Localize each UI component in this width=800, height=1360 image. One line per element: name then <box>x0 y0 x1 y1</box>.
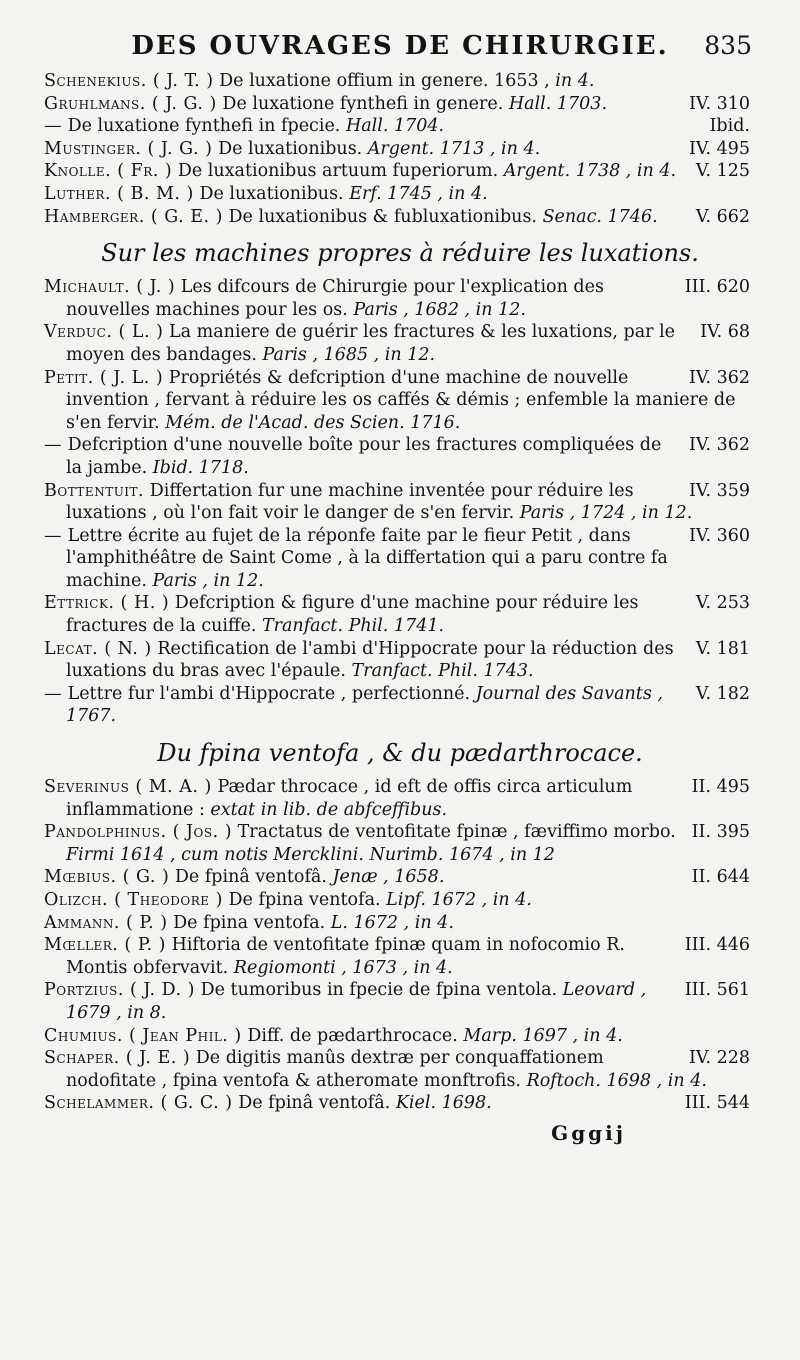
running-header <box>44 26 756 70</box>
entry-reference: Ibid. <box>709 116 750 137</box>
entry-list-luxations <box>44 70 756 228</box>
entry-imprint: Firmi 1614 , cum notis Mercklini. Nurimb. 1674 , in 12 <box>66 844 555 865</box>
entry-title: Pædar throcace , id eft de offis circa articulum inflammatione : <box>66 777 633 820</box>
entry-reference: V. 182 <box>695 683 750 704</box>
bibliography-entry <box>44 1092 756 1115</box>
entry-reference: IV. 359 <box>688 480 750 501</box>
entry-title: De digitis manûs dextræ per conquaffationem nodofitate , fpina ventofa & atheromate monftrofis. <box>66 1048 604 1091</box>
entry-author: Ammann. ( P. ) <box>44 912 168 933</box>
entry-author: Luther. ( B. M. ) <box>44 183 194 204</box>
entry-title: Rectification de l'ambi d'Hippocrate pour la réduction des luxations du bras avec l'épaule. <box>66 638 674 682</box>
entry-imprint: Hall. 1704. <box>345 116 445 137</box>
entry-imprint: Ibid. 1718. <box>152 457 249 478</box>
bibliography-entry <box>44 115 756 138</box>
entry-imprint: Journal des Savants , 1767. <box>66 683 663 727</box>
entry-imprint: Kiel. 1698. <box>395 1093 492 1114</box>
entry-title: De luxatione fynthefi in fpecie. <box>67 116 346 137</box>
entry-list-spina-ventosa <box>44 776 756 1115</box>
section-heading-machines: Sur les machines propres à réduire les luxations. <box>101 239 699 268</box>
entry-author: Schelammer. ( G. C. ) <box>44 1093 233 1114</box>
entry-imprint: L. 1672 , in 4. <box>330 912 454 933</box>
entry-title: De luxationibus. <box>218 138 368 159</box>
entry-title: Propriétés & defcription d'une machine de nouvelle invention , fervant à réduire les os caffés & démis ; enfemble la maniere de s'en fervir. <box>66 367 736 433</box>
signature-mark: Gggij <box>551 1120 626 1145</box>
entry-author: Portzius. ( J. D. ) <box>44 980 196 1001</box>
entry-imprint: Paris , 1724 , in 12. <box>519 503 693 524</box>
bibliography-entry <box>44 979 756 1024</box>
page-number: 835 <box>704 31 752 60</box>
entry-author: Verduc. ( L. ) <box>44 322 164 343</box>
entry-imprint: Paris , 1685 , in 12. <box>262 344 436 365</box>
entry-imprint: Regiomonti , 1673 , in 4. <box>233 957 453 978</box>
entry-reference: IV. 495 <box>688 138 750 159</box>
entry-imprint: Mém. de l'Acad. des Scien. 1716. <box>165 412 461 433</box>
bibliography-entry <box>44 776 756 821</box>
entry-author: — <box>44 435 62 456</box>
entry-title: Defcription d'une nouvelle boîte pour les fractures compliquées de la jambe. <box>66 435 662 478</box>
entry-imprint: Tranfact. Phil. 1743. <box>351 661 534 682</box>
entry-reference: III. 544 <box>684 1093 750 1114</box>
entry-imprint: Erf. 1745 , in 4. <box>349 183 488 204</box>
entry-author: Mustinger. ( J. G. ) <box>44 138 213 159</box>
entry-author: Olizch. ( Theodore ) <box>44 890 223 910</box>
bibliography-entry <box>44 276 756 321</box>
entry-title: Les difcours de Chirurgie pour l'explication des nouvelles machines pour les os. <box>66 277 604 320</box>
entry-imprint: Senac. 1746. <box>542 206 658 227</box>
entry-author: — <box>44 683 62 704</box>
entry-list-machines <box>44 276 756 728</box>
entry-reference: IV. 68 <box>700 322 750 343</box>
bibliography-entry <box>44 525 756 593</box>
entry-author: Hamberger. ( G. E. ) <box>44 206 223 227</box>
bibliography-entry <box>44 889 756 912</box>
entry-imprint: Paris , 1682 , in 12. <box>353 299 526 320</box>
bibliography-entry <box>44 592 756 637</box>
bibliography-entry <box>44 367 756 435</box>
entry-title: De luxationibus & fubluxationibus. <box>228 206 543 227</box>
entry-imprint: in 4. <box>555 71 595 91</box>
entry-title: La maniere de guérir les fractures & les luxations, par le moyen des bandages. <box>66 322 676 365</box>
entry-author: Chumius. ( Jean Phil. ) <box>44 1025 242 1046</box>
entry-reference: IV. 310 <box>688 93 750 114</box>
entry-reference: II. 644 <box>691 867 750 888</box>
entry-imprint: Hall. 1703. <box>508 93 608 114</box>
entry-title: De luxationibus. <box>199 183 350 204</box>
entry-reference: IV. 362 <box>688 435 750 456</box>
bibliography-entry <box>44 480 756 525</box>
entry-author: Knolle. ( Fr. ) <box>44 161 173 182</box>
bibliography-entry <box>44 138 756 161</box>
entry-author: Pandolphinus. ( Jos. ) <box>44 822 233 843</box>
entry-author: Severinus ( M. A. ) <box>44 777 212 798</box>
bibliography-entry <box>44 434 756 479</box>
entry-imprint: Paris , in 12. <box>152 570 264 591</box>
entry-author: Ettrick. ( H. ) <box>44 593 170 614</box>
section-heading-spina-ventosa: Du fpina ventofa , & du pædarthrocace. <box>157 739 643 768</box>
entry-author: — <box>44 525 62 546</box>
entry-author: Bottentuit. <box>44 480 145 501</box>
entry-reference: IV. 362 <box>688 367 750 388</box>
entry-imprint: Leovard , 1679 , in 8. <box>66 980 647 1023</box>
entry-reference: II. 395 <box>691 822 750 843</box>
entry-title: De luxatione offium in genere. 1653 , <box>219 71 556 91</box>
bibliography-entry <box>44 1025 756 1048</box>
bibliography-entry <box>44 321 756 366</box>
entry-author: Gruhlmans. ( J. G. ) <box>44 93 217 114</box>
entry-imprint: Roftoch. 1698 , in 4. <box>526 1070 707 1091</box>
entry-imprint: Marp. 1697 , in 4. <box>463 1025 623 1046</box>
entry-title: De luxatione fynthefi in genere. <box>222 93 509 114</box>
entry-reference: V. 253 <box>695 593 750 614</box>
entry-author: — <box>44 116 62 137</box>
entry-reference: V. 181 <box>695 638 750 659</box>
entry-title: De fpina ventofa. <box>228 890 387 910</box>
entry-title: De tumoribus in fpecie de fpina ventola. <box>200 980 563 1001</box>
entry-author: Michault. ( J. ) <box>44 277 176 298</box>
entry-title: De luxationibus artuum fuperiorum. <box>177 161 504 182</box>
bibliography-entry <box>44 70 756 93</box>
entry-reference: II. 495 <box>691 777 750 798</box>
page-title: DES OUVRAGES DE CHIRURGIE. <box>131 31 669 61</box>
entry-author: Schaper. ( J. E. ) <box>44 1048 191 1069</box>
entry-imprint: Tranfact. Phil. 1741. <box>261 616 445 637</box>
entry-title: Tractatus de ventofitate fpinæ , fæviffimo morbo. <box>237 822 676 843</box>
bibliography-entry <box>44 206 756 229</box>
entry-title: Differtation fur une machine inventée pour réduire les luxations , où l'on fait voir le danger de s'en fervir. <box>66 480 634 524</box>
bibliography-entry <box>44 183 756 206</box>
bibliography-entry <box>44 1047 756 1092</box>
entry-author: Lecat. ( N. ) <box>44 638 152 659</box>
entry-title: Hiftoria de ventofitate fpinæ quam in nofocomio R. Montis obfervavit. <box>66 935 625 978</box>
entry-imprint: extat in lib. de abfceffibus. <box>210 799 448 820</box>
bibliography-entry <box>44 638 756 683</box>
entry-title: Lettre écrite au fujet de la réponfe faite par le fieur Petit , dans l'amphithéâtre de Saint Come , à la differtation qui a paru contre fa machine. <box>66 525 668 591</box>
entry-reference: III. 446 <box>684 935 750 956</box>
entry-imprint: Argent. 1738 , in 4. <box>503 161 677 182</box>
entry-reference: III. 620 <box>684 277 750 298</box>
entry-title: De fpinâ ventofâ. <box>174 867 333 888</box>
bibliography-entry <box>44 160 756 183</box>
entry-author: Mœller. ( P. ) <box>44 935 166 956</box>
bibliography-entry <box>44 934 756 979</box>
entry-reference: III. 561 <box>684 980 750 1001</box>
entry-author: Petit. ( J. L. ) <box>44 367 164 388</box>
entry-reference: IV. 228 <box>688 1048 750 1069</box>
bibliography-entry <box>44 866 756 889</box>
entry-imprint: Lipf. 1672 , in 4. <box>386 890 532 910</box>
entry-author: Schenekius. ( J. T. ) <box>44 71 214 91</box>
entry-title: De fpina ventofa. <box>173 912 331 933</box>
bibliography-entry <box>44 683 756 728</box>
entry-title: Lettre fur l'ambi d'Hippocrate , perfectionné. <box>67 683 476 704</box>
entry-reference: V. 125 <box>695 161 750 182</box>
bibliography-entry <box>44 821 756 866</box>
entry-imprint: Jenæ , 1658. <box>332 867 445 888</box>
bibliography-entry <box>44 912 756 935</box>
entry-reference: V. 662 <box>695 206 750 227</box>
bibliography-entry <box>44 93 756 116</box>
entry-imprint: Argent. 1713 , in 4. <box>367 138 541 159</box>
entry-reference: IV. 360 <box>688 525 750 546</box>
entry-title: Diff. de pædarthrocace. <box>247 1025 464 1046</box>
entry-title: Defcription & figure d'une machine pour réduire les fractures de la cuiffe. <box>66 593 639 637</box>
entry-title: De fpinâ ventofâ. <box>238 1093 396 1114</box>
entry-author: Mœbius. ( G. ) <box>44 867 170 888</box>
